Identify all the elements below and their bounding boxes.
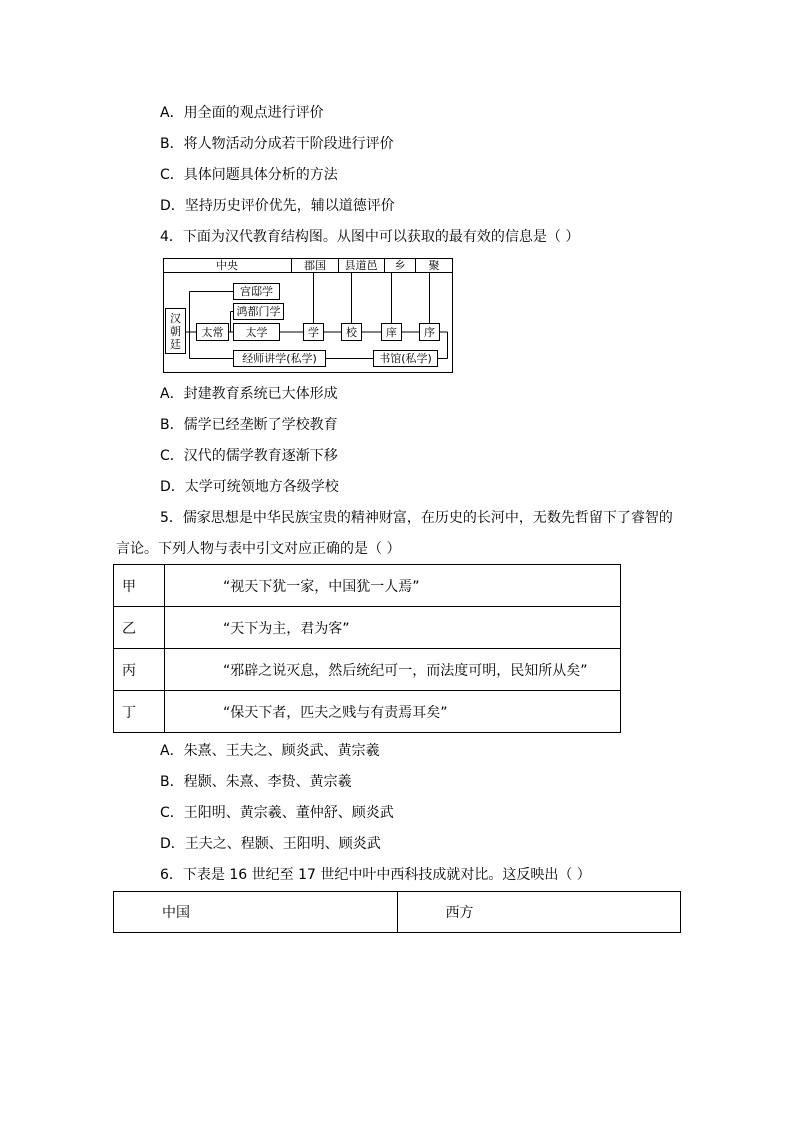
han-education-diagram: [163, 258, 455, 374]
header-west: 西方: [397, 892, 681, 933]
han-court-char-3: 廷: [170, 338, 181, 351]
taixue-label: 太学: [245, 326, 268, 339]
han-court-char-1: 汉: [170, 312, 181, 325]
shuguan-label: 书馆(私学): [379, 352, 432, 365]
xu1-label: 庠: [386, 326, 397, 339]
q6-comparison-table: [113, 891, 681, 933]
q5-option-d: D．王夫之、程颢、王阳明、顾炎武: [160, 836, 381, 852]
table-row: [114, 892, 681, 933]
q5-option-c: C．王阳明、黄宗羲、董仲舒、顾炎武: [160, 805, 394, 821]
q4-option-c: C．汉代的儒学教育逐渐下移: [160, 448, 338, 464]
table-row: [114, 649, 621, 691]
q4-option-b: B．儒学已经垄断了学校教育: [160, 417, 338, 433]
q3-option-a: A．用全面的观点进行评价: [160, 105, 324, 121]
xue-label: 学: [308, 326, 319, 339]
row-key: 丙: [114, 649, 165, 691]
q6-stem: 6．下表是 16 世纪至 17 世纪中叶中西科技成就对比。这反映出（ ）: [160, 867, 591, 883]
q5-stem-line1: 5．儒家思想是中华民族宝贵的精神财富，在历史的长河中，无数先哲留下了睿智的: [160, 510, 673, 526]
table-row: [114, 691, 621, 733]
row-key: 甲: [114, 565, 165, 607]
xu2-label: 序: [424, 326, 435, 339]
table-row: [114, 607, 621, 649]
row-quote: “邪辟之说灭息，然后统纪可一，而法度可明，民知所从矣”: [165, 649, 621, 691]
header-xiang: 乡: [394, 259, 406, 272]
row-key: 丁: [114, 691, 165, 733]
guandixue-label: 宫邸学: [240, 285, 273, 298]
jingshi-label: 经师讲学(私学): [242, 352, 317, 365]
xiao-label: 校: [346, 326, 357, 339]
row-quote: “视天下犹一家，中国犹一人焉”: [165, 565, 621, 607]
q4-option-d: D．太学可统领地方各级学校: [160, 479, 339, 495]
header-ju: 聚: [428, 259, 440, 272]
header-junguo: 郡国: [304, 259, 326, 272]
q3-option-b: B．将人物活动分成若干阶段进行评价: [160, 136, 394, 152]
q4-option-a: A．封建教育系统已大体形成: [160, 386, 338, 402]
header-china: 中国: [114, 892, 398, 933]
q4-stem: 4．下面为汉代教育结构图。从图中可以获取的最有效的信息是（ ）: [160, 229, 580, 245]
row-quote: “天下为主，君为客”: [165, 607, 621, 649]
row-key: 乙: [114, 607, 165, 649]
table-row: [114, 565, 621, 607]
header-xiandaoyi: 县道邑: [344, 259, 378, 272]
q5-option-a: A．朱熹、王夫之、顾炎武、黄宗羲: [160, 743, 380, 759]
q5-stem-line2: 言论。下列人物与表中引文对应正确的是（ ）: [116, 541, 401, 557]
han-court-char-2: 朝: [170, 325, 181, 338]
q5-quote-table: [113, 564, 621, 733]
row-quote: “保天下者，匹夫之贱与有责焉耳矣”: [165, 691, 621, 733]
header-central: 中央: [216, 259, 238, 272]
q3-option-c: C．具体问题具体分析的方法: [160, 167, 338, 183]
q5-option-b: B．程颢、朱熹、李贽、黄宗羲: [160, 774, 352, 790]
hongdumen-label: 鸿都门学: [236, 305, 281, 318]
taichang-label: 太常: [201, 326, 224, 339]
q3-option-d: D．坚持历史评价优先，辅以道德评价: [160, 198, 395, 214]
